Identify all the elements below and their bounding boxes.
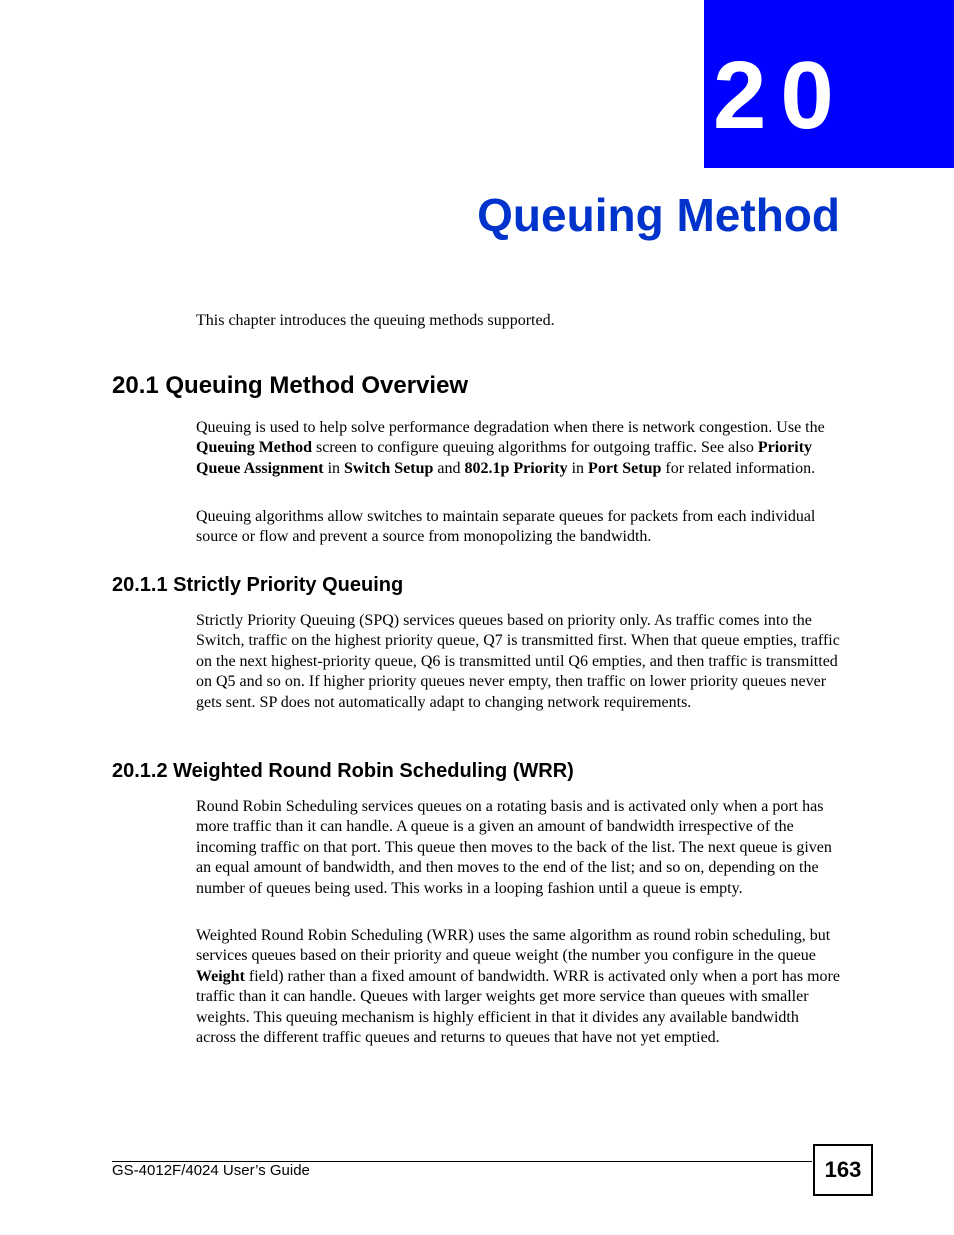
paragraph-round-robin: Round Robin Scheduling services queues on a rotating basis and is activated only when a port has more traffic than it can handle. A queue is a given an amount of bandwidth irrespective of the incoming traffic on that port. This queue then moves to the back of the list. The next queue is given an equal amount of bandwidth, and then moves to the end of the list; and so on, depending on the number of queues being used. This works in a looping fashion until a queue is empty. bbox=[196, 798, 832, 897]
chapter-number: 20 bbox=[713, 42, 848, 149]
section-heading-20-1-2: 20.1.2 Weighted Round Robin Scheduling (WRR) bbox=[112, 760, 574, 782]
section-heading-20-1: 20.1 Queuing Method Overview bbox=[112, 372, 469, 399]
section-heading-20-1-1: 20.1.1 Strictly Priority Queuing bbox=[112, 574, 404, 596]
text-run: in bbox=[323, 459, 345, 477]
text-run: in bbox=[567, 459, 589, 477]
page-number: 163 bbox=[813, 1144, 873, 1196]
bold-term: Weight bbox=[196, 967, 245, 985]
text-run: field) rather than a fixed amount of bandwidth. WRR is activated only when a port has more traffic than it can handle. Queues with larger weights get more service than queues with smaller weights. This queuing mechanism is highly efficient in that it divides any available bandwidth across the different traffic queues and returns to queues that have not yet emptied. bbox=[196, 967, 840, 1047]
paragraph-spq: Strictly Priority Queuing (SPQ) services queues based on priority only. As traffic comes into the Switch, traffic on the highest priority queue, Q7 is transmitted first. When that queue empties, traffic on the next highest-priority queue, Q6 is transmitted until Q6 empties, and then traffic is transmitted on Q5 and so on. If higher priority queues never empty, then traffic on lower priority queues never gets sent. SP does not automatically adapt to changing network requirements. bbox=[196, 612, 840, 711]
bold-term: 802.1p Priority bbox=[464, 459, 568, 477]
paragraph-overview-2: Queuing algorithms allow switches to maintain separate queues for packets from each individual source or flow and prevent a source from monopolizing the bandwidth. bbox=[196, 508, 816, 546]
text-run: for related information. bbox=[661, 459, 816, 477]
text-run: Weighted Round Robin Scheduling (WRR) uses the same algorithm as round robin scheduling, but services queues based on their priority and queue weight (the number you configure in the queue bbox=[196, 927, 831, 965]
bold-term: Switch Setup bbox=[344, 459, 434, 477]
bold-term: Priority Queue Assignment bbox=[196, 439, 813, 477]
paragraph-overview-1 bbox=[196, 418, 841, 479]
bold-term: Queuing Method bbox=[196, 439, 313, 457]
text-run: screen to configure queuing algorithms for outgoing traffic. See also bbox=[312, 439, 758, 457]
bold-term: Port Setup bbox=[588, 459, 662, 477]
text-run: Queuing is used to help solve performance degradation when there is network congestion. Use the bbox=[196, 419, 825, 436]
footer-guide-title: GS-4012F/4024 User’s Guide bbox=[112, 1162, 310, 1179]
chapter-title: Queuing Method bbox=[477, 189, 840, 241]
chapter-intro: This chapter introduces the queuing methods supported. bbox=[196, 312, 555, 329]
paragraph-wrr bbox=[196, 926, 841, 1048]
text-run: and bbox=[433, 459, 465, 477]
